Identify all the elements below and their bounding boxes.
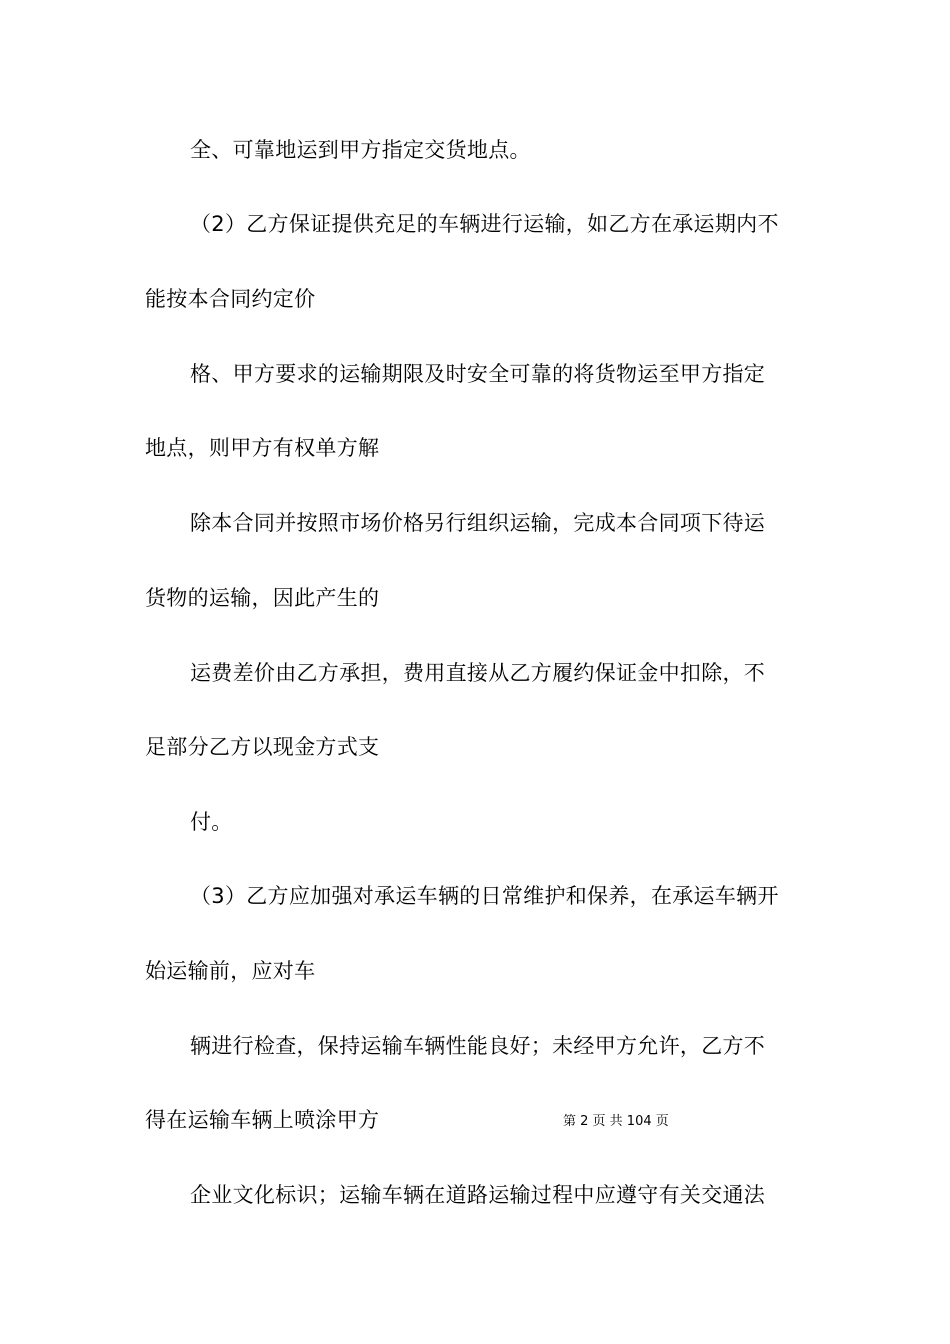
text-line-14: 得在运输车辆上喷涂甲方 <box>145 1108 380 1132</box>
text-line-11: （3）乙方应加强对承运车辆的日常维护和保养，在承运车辆开 <box>190 884 779 908</box>
text-line-8: 运费差价由乙方承担，费用直接从乙方履约保证金中扣除，不 <box>190 661 766 685</box>
text-line-1: 全、可靠地运到甲方指定交货地点。 <box>190 138 531 162</box>
text-line-2: （2）乙方保证提供充足的车辆进行运输，如乙方在承运期内不 <box>190 212 779 236</box>
text-line-6: 除本合同并按照市场价格另行组织运输，完成本合同项下待运 <box>190 511 766 535</box>
text-line-9: 足部分乙方以现金方式支 <box>145 735 380 759</box>
page-number-footer: 第 2 页 共 104 页 <box>563 1114 669 1129</box>
text-line-5: 地点，则甲方有权单方解 <box>145 436 380 460</box>
text-line-12: 始运输前，应对车 <box>145 959 316 983</box>
text-line-13: 辆进行检查，保持运输车辆性能良好；未经甲方允许，乙方不 <box>190 1034 766 1058</box>
text-line-15: 企业文化标识；运输车辆在道路运输过程中应遵守有关交通法 <box>190 1183 766 1207</box>
text-line-3: 能按本合同约定价 <box>145 287 316 311</box>
text-line-4: 格、甲方要求的运输期限及时安全可靠的将货物运至甲方指定 <box>190 362 766 386</box>
text-line-10: 付。 <box>190 810 233 834</box>
text-line-7: 货物的运输，因此产生的 <box>145 586 380 610</box>
